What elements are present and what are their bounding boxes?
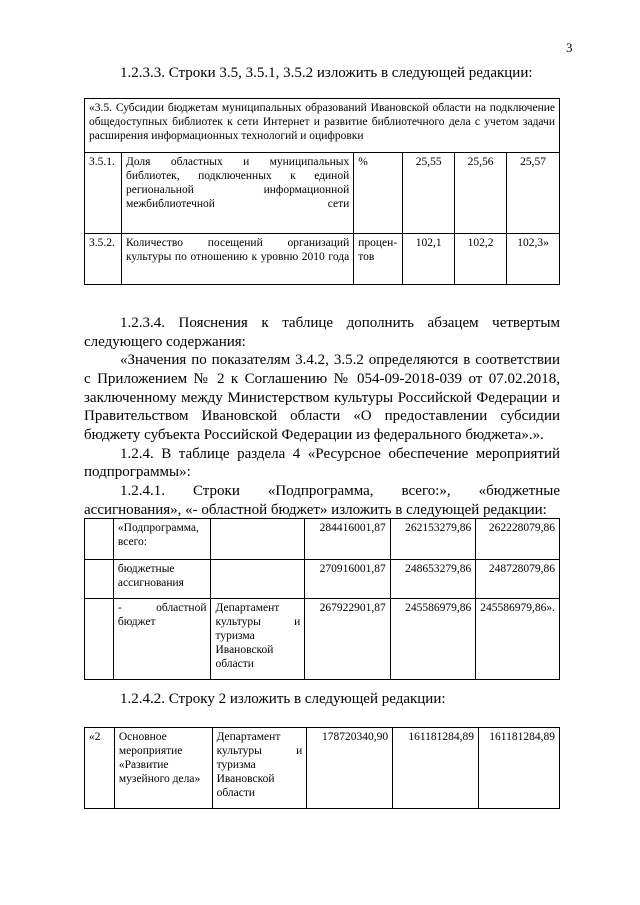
table-measure: [84, 727, 560, 809]
row-name: «Подпрограмма, всего:: [113, 519, 211, 560]
quote-line: с Приложением № 2 к Соглашению № 054-09-2018-039 от 07.02.2018,: [84, 371, 560, 387]
row-name: Количество посещений организаций культуры по отношению к уровню 2010 года: [121, 234, 353, 285]
quote-line: заключенному между Министерством культуры Российской Федерации и: [84, 390, 560, 406]
row-value: 245586979,86: [390, 599, 475, 680]
row-executor: [211, 560, 305, 599]
table-row: [85, 560, 560, 599]
row-unit: процен-тов: [354, 234, 403, 285]
row-value: 178720340,90: [307, 728, 393, 809]
quote-line: «Значения по показателям 3.4.2, 3.5.2 определяются в соответствии: [120, 352, 560, 368]
row-value: 248653279,86: [390, 560, 475, 599]
row-value: 284416001,87: [305, 519, 390, 560]
table-row: [85, 153, 560, 234]
row-name: Основное мероприятие «Развитие музейного дела»: [114, 728, 212, 809]
para-1234-line2: следующего содержания:: [84, 334, 246, 350]
row-value: 25,57: [507, 153, 560, 234]
row-value: 248728079,86: [476, 560, 560, 599]
row-value: 262153279,86: [390, 519, 475, 560]
row-unit: %: [354, 153, 403, 234]
row-value: 161181284,89: [479, 728, 560, 809]
page-number: 3: [566, 40, 573, 55]
para-1234-line1: 1.2.3.4. Пояснения к таблице дополнить абзацем четвертым: [120, 315, 560, 331]
heading-1242: 1.2.4.2. Строку 2 изложить в следующей редакции:: [120, 691, 446, 707]
row-value: 25,55: [403, 153, 455, 234]
para-124-line1: 1.2.4. В таблице раздела 4 «Ресурсное обеспечение мероприятий: [120, 446, 560, 462]
para-1241-line1: 1.2.4.1. Строки «Подпрограмма, всего:», «бюджетные: [120, 483, 560, 499]
row-executor: Департамент культуры и туризма Ивановской области: [211, 599, 305, 680]
row-executor: [211, 519, 305, 560]
row-value: 267922901,87: [305, 599, 390, 680]
row-value: 102,3»: [507, 234, 560, 285]
row-value: 25,56: [455, 153, 507, 234]
table-header-row: [85, 99, 560, 153]
table-row: [85, 599, 560, 680]
row-name: Доля областных и муниципальных библиотек, подключенных к единой региональной информационной межбиблиотечной сети: [121, 153, 353, 234]
table-row: [85, 728, 560, 809]
para-1241-line2: ассигнования», «- областной бюджет» изложить в следующей редакции:: [84, 502, 547, 518]
para-124-line2: подпрограммы»:: [84, 464, 191, 480]
quote-line: бюджету субъекта Российской Федерации из федерального бюджета».».: [84, 427, 544, 443]
table-row: [85, 519, 560, 560]
table-resources: [84, 518, 560, 680]
quote-line: Правительством Ивановской области «О предоставлении субсидии: [84, 408, 560, 424]
row-value: 102,2: [455, 234, 507, 285]
row-value: 245586979,86».: [476, 599, 560, 680]
row-code: 3.5.2.: [85, 234, 122, 285]
row-code: «2: [85, 728, 115, 809]
heading-1233: 1.2.3.3. Строки 3.5, 3.5.1, 3.5.2 изложить в следующей редакции:: [120, 65, 533, 81]
row-name: бюджетные ассигнования: [113, 560, 211, 599]
table-header-cell: «3.5. Субсидии бюджетам муниципальных образований Ивановской области на подключение общедоступных библиотек к сети Интернет и развитие библиотечного дела с учетом задачи расширения информационных технологий и оцифровки: [85, 99, 560, 153]
row-executor: Департамент культуры и туризма Ивановской области: [212, 728, 307, 809]
row-value: 270916001,87: [305, 560, 390, 599]
table-indicators: [84, 98, 560, 285]
row-value: 102,1: [403, 234, 455, 285]
row-value: 262228079,86: [476, 519, 560, 560]
row-code: 3.5.1.: [85, 153, 122, 234]
row-name: - областной бюджет: [113, 599, 211, 680]
row-value: 161181284,89: [393, 728, 479, 809]
table-row: [85, 234, 560, 285]
